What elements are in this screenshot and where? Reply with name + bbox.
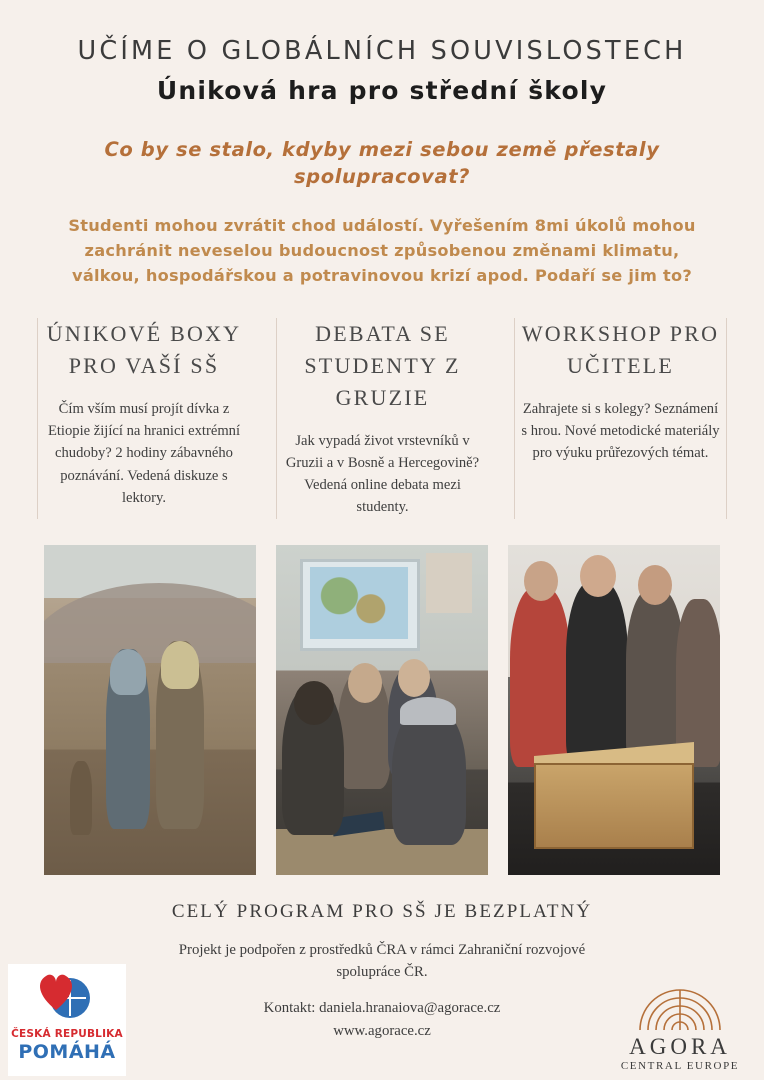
column-body: Zahrajete si s kolegy? Seznámení s hrou. Nové metodické materiály pro výuku průřezových témat. bbox=[521, 401, 720, 462]
photo-classroom bbox=[276, 545, 488, 875]
wall-poster-shape bbox=[426, 553, 472, 613]
globe-heart-icon bbox=[36, 972, 98, 1024]
free-program-note: CELÝ PROGRAM PRO SŠ JE BEZPLATNÝ bbox=[171, 900, 593, 922]
agora-wordmark: AGORA bbox=[629, 1034, 731, 1059]
column-workshop bbox=[514, 318, 727, 518]
europe-map-shape bbox=[310, 567, 408, 639]
headline-question: Co by se stalo, kdyby mezi sebou země přestaly spolupracovat? bbox=[104, 137, 660, 189]
cap-shape bbox=[400, 697, 456, 725]
column-body: Jak vypadá život vrstevníků v Gruzii a v Bosně a Hercegovině? Vedená online debata mezi studenty. bbox=[285, 432, 480, 516]
photo-ethiopia bbox=[44, 545, 256, 875]
column-escape-boxes bbox=[37, 318, 250, 518]
photo-row bbox=[44, 545, 720, 875]
offer-columns bbox=[37, 318, 727, 518]
escape-box-shape bbox=[534, 763, 694, 849]
column-title: ÚNIKOVÉ BOXY PRO VAŠÍ SŠ bbox=[46, 321, 242, 379]
teacher-shape bbox=[510, 587, 570, 767]
contact-email: Kontakt: daniela.hranaiova@agorace.cz bbox=[263, 1000, 501, 1017]
column-title: WORKSHOP PRO UČITELE bbox=[521, 321, 720, 379]
contact-website: www.agorace.cz bbox=[333, 1022, 431, 1039]
agora-tagline: CENTRAL EUROPE bbox=[620, 1060, 740, 1072]
teacher-shape bbox=[676, 599, 720, 767]
student-shape bbox=[282, 685, 344, 835]
header bbox=[0, 36, 764, 106]
figure-woman bbox=[156, 641, 204, 829]
student-shape bbox=[338, 669, 390, 789]
page-subtitle: Úniková hra pro střední školy bbox=[156, 75, 608, 105]
photo-workshop bbox=[508, 545, 720, 875]
page-title: UČÍME O GLOBÁLNÍCH SOUVISLOSTECH bbox=[77, 36, 687, 66]
contact-block bbox=[147, 997, 617, 1043]
figure-child bbox=[70, 761, 92, 835]
teacher-shape bbox=[566, 581, 628, 767]
logo-agora bbox=[610, 986, 750, 1072]
intro-paragraph: Studenti mohou zvrátit chod událostí. Vyřešením 8mi úkolů mohou zachránit neveselou budoucnost způsobenou změnami klimatu, válkou, hospodářskou a potravinovou krizí apod. Podaří se jim to? bbox=[68, 215, 696, 286]
funding-note: Projekt je podpořen z prostředků ČRA v rámci Zahraniční rozvojové spolupráce ČR. bbox=[178, 941, 586, 980]
logo-line-1: ČESKÁ REPUBLIKA bbox=[11, 1028, 123, 1040]
agora-arcs-icon bbox=[634, 986, 726, 1032]
logo-line-2: POMÁHÁ bbox=[18, 1041, 116, 1063]
student-shape bbox=[392, 705, 466, 845]
logo-czech-republic-helps bbox=[8, 964, 126, 1076]
column-title: DEBATA SE STUDENTY Z GRUZIE bbox=[304, 321, 461, 411]
hill-shape bbox=[44, 583, 256, 663]
column-body: Čím vším musí projít dívka z Etiopie žijící na hranici extrémní chudoby? 2 hodiny zábavného poznávání. Vedená diskuze s lektory. bbox=[47, 401, 241, 506]
column-debate bbox=[276, 318, 489, 518]
figure-girl bbox=[106, 649, 150, 829]
